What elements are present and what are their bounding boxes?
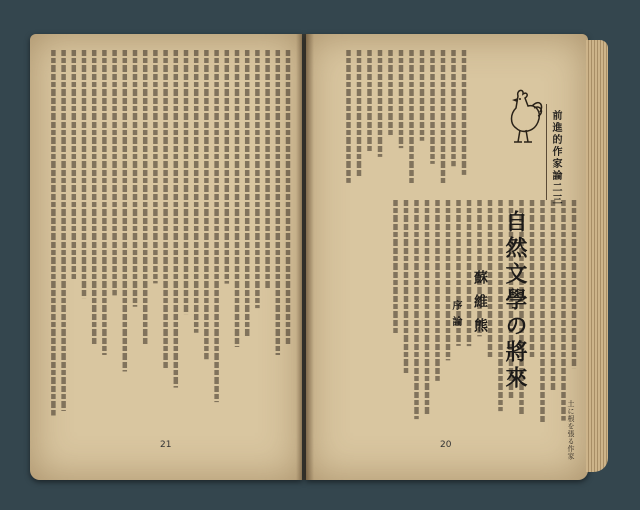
article-author: 蘇維熊	[472, 270, 488, 342]
series-heading: 前進的作家論二三	[550, 110, 561, 206]
right-page-number: 20	[440, 440, 452, 450]
margin-note: 土に根を張る作家	[567, 400, 575, 460]
left-page-body-text	[42, 50, 292, 430]
left-page-number: 21	[160, 440, 172, 450]
rooster-icon	[498, 88, 544, 144]
article-title: 自然文學の將來	[502, 210, 528, 392]
series-rule	[546, 104, 547, 200]
page-edges	[586, 40, 608, 472]
book-gutter	[296, 34, 314, 480]
section-heading: 序論	[450, 300, 461, 332]
